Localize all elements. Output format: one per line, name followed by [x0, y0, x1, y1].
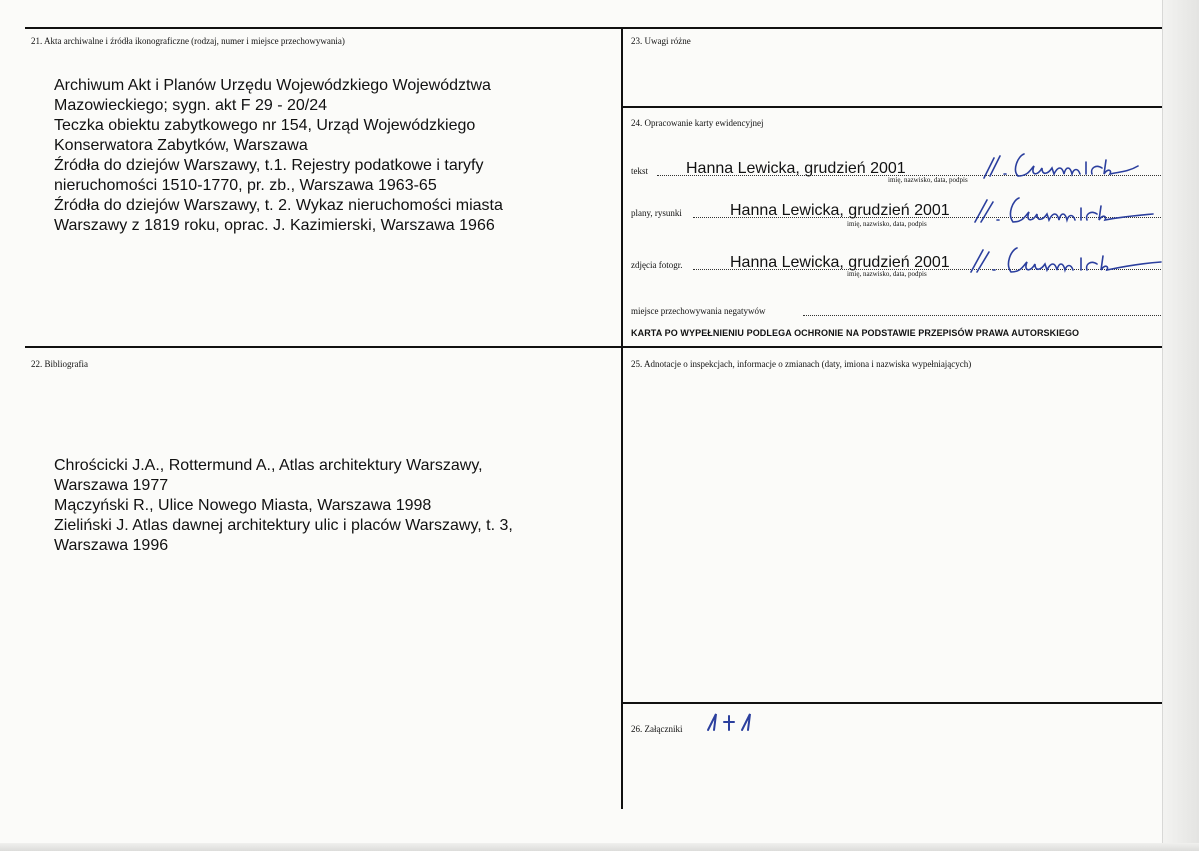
- row-prefix: plany, rysunki: [631, 208, 682, 218]
- section-26-label: 26. Załączniki: [631, 724, 683, 734]
- top-rule: [25, 27, 1162, 29]
- bibliography-entry: Zieliński J. Atlas dawnej architektury ulic i placów Warszawy, t. 3, Warszawa 1996: [54, 517, 513, 554]
- row-caption: imię, nazwisko, data, podpis: [847, 220, 927, 228]
- bibliography-entry: Chrościcki J.A., Rottermund A., Atlas architektury Warszawy, Warszawa 1977: [54, 457, 483, 494]
- center-divider: [621, 27, 623, 809]
- signature-icon: [978, 150, 1158, 184]
- section-21-entries: [54, 76, 574, 236]
- signature-icon: [965, 242, 1165, 276]
- section-23-label: 23. Uwagi różne: [631, 36, 691, 46]
- dotted-line: [803, 315, 1161, 316]
- middle-rule: [25, 346, 1162, 348]
- signature-icon: [969, 194, 1159, 228]
- section-22-entries: [54, 456, 554, 556]
- author-value: Hanna Lewicka, grudzień 2001: [730, 202, 950, 219]
- page-edge-right: [1162, 0, 1199, 851]
- archival-entry: Teczka obiektu zabytkowego nr 154, Urząd Wojewódzkiego Konserwatora Zabytków, Warszawa: [54, 117, 476, 154]
- author-value: Hanna Lewicka, grudzień 2001: [730, 254, 950, 271]
- negatives-label: miejsce przechowywania negatywów: [631, 306, 766, 316]
- section-25-label: 25. Adnotacje o inspekcjach, informacje o zmianach (daty, imiona i nazwiska wypełniających): [631, 359, 972, 369]
- section-22-label: 22. Bibliografia: [31, 359, 88, 369]
- bibliography-entry: Mączyński R., Ulice Nowego Miasta, Warszawa 1998: [54, 497, 432, 514]
- section-24-label: 24. Opracowanie karty ewidencyjnej: [631, 118, 764, 128]
- row-prefix: zdjęcia fotogr.: [631, 260, 683, 270]
- text-author-row: [631, 158, 1161, 188]
- archival-entry: Źródła do dziejów Warszawy, t.1. Rejestry podatkowe i taryfy nieruchomości 1510-1770, pr. zb., Warszawa 1963-65: [54, 157, 484, 194]
- row-caption: imię, nazwisko, data, podpis: [847, 270, 927, 278]
- attachments-handwritten-value: [704, 710, 754, 734]
- rule-23-24: [622, 106, 1162, 108]
- author-value: Hanna Lewicka, grudzień 2001: [686, 160, 906, 177]
- page-edge-bottom: [0, 843, 1199, 851]
- copyright-notice: KARTA PO WYPEŁNIENIU PODLEGA OCHRONIE NA PODSTAWIE PRZEPISÓW PRAWA AUTORSKIEGO: [631, 328, 1080, 338]
- row-caption: imię, nazwisko, data, podpis: [888, 176, 968, 184]
- photos-author-row: [631, 252, 1161, 282]
- section-21-label: 21. Akta archiwalne i źródła ikonograficzne (rodzaj, numer i miejsce przechowywania): [31, 36, 345, 46]
- archival-entry: Źródła do dziejów Warszawy, t. 2. Wykaz nieruchomości miasta Warszawy z 1819 roku, oprac. J. Kazimierski, Warszawa 1966: [54, 197, 503, 234]
- archival-entry: Archiwum Akt i Planów Urzędu Wojewódzkiego Województwa Mazowieckiego; sygn. akt F 29 - 20/24: [54, 77, 491, 114]
- rule-25-26: [622, 702, 1162, 704]
- row-prefix: tekst: [631, 166, 648, 176]
- drawings-author-row: [631, 200, 1161, 230]
